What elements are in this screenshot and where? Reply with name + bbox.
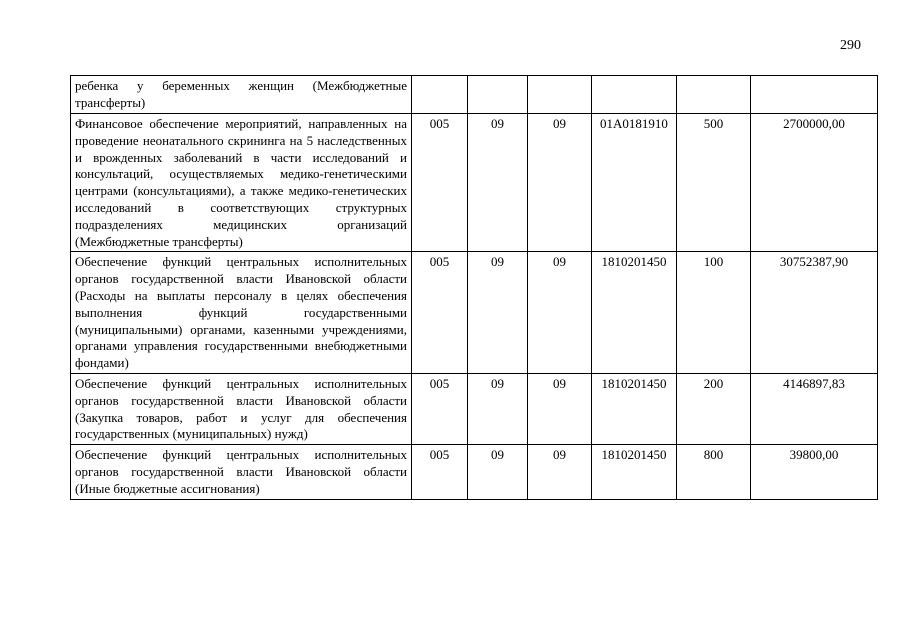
- section-code: 09: [468, 373, 528, 444]
- expense-type-code: 500: [677, 114, 751, 252]
- subsection-code: 09: [528, 252, 592, 374]
- subsection-code: 09: [528, 445, 592, 499]
- amount: 30752387,90: [751, 252, 878, 374]
- page-number: 290: [840, 38, 861, 53]
- section-code: [468, 76, 528, 114]
- target-article-code: 1810201450: [592, 252, 677, 374]
- expense-type-code: 100: [677, 252, 751, 374]
- section-code: 09: [468, 445, 528, 499]
- expense-type-code: 200: [677, 373, 751, 444]
- ministry-code: 005: [412, 252, 468, 374]
- section-code: 09: [468, 114, 528, 252]
- ministry-code: [412, 76, 468, 114]
- target-article-code: 01A0181910: [592, 114, 677, 252]
- row-description: ребенка у беременных женщин (Межбюджетные трансферты): [71, 76, 412, 114]
- table-row: [71, 252, 878, 374]
- row-description: Обеспечение функций центральных исполнительных органов государственной власти Ивановской области (Иные бюджетные ассигнования): [71, 445, 412, 499]
- table-row: [71, 76, 878, 114]
- ministry-code: 005: [412, 373, 468, 444]
- row-description: Финансовое обеспечение мероприятий, направленных на проведение неонатального скрининга на 5 наследственных и врожденных заболеваний в части исследований и консультаций, осуществляемых медико-генетическими центрами (консультациями), а также медико-генетических исследований в соответствующих структурных подразделениях медицинских организаций (Межбюджетные трансферты): [71, 114, 412, 252]
- subsection-code: 09: [528, 373, 592, 444]
- row-description: Обеспечение функций центральных исполнительных органов государственной власти Ивановской области (Закупка товаров, работ и услуг для обеспечения государственных (муниципальных) нужд): [71, 373, 412, 444]
- amount: 2700000,00: [751, 114, 878, 252]
- target-article-code: 1810201450: [592, 373, 677, 444]
- amount: 4146897,83: [751, 373, 878, 444]
- amount: [751, 76, 878, 114]
- subsection-code: 09: [528, 114, 592, 252]
- ministry-code: 005: [412, 114, 468, 252]
- expense-type-code: [677, 76, 751, 114]
- table-row: [71, 373, 878, 444]
- row-description: Обеспечение функций центральных исполнительных органов государственной власти Ивановской области (Расходы на выплаты персоналу в целях обеспечения выполнения функций государственными (муниципальными) органами, казенными учреждениями, органами управления государственными внебюджетными фондами): [71, 252, 412, 374]
- table-row: [71, 114, 878, 252]
- amount: 39800,00: [751, 445, 878, 499]
- section-code: 09: [468, 252, 528, 374]
- subsection-code: [528, 76, 592, 114]
- budget-table: [70, 75, 878, 500]
- table-row: [71, 445, 878, 499]
- expense-type-code: 800: [677, 445, 751, 499]
- target-article-code: [592, 76, 677, 114]
- target-article-code: 1810201450: [592, 445, 677, 499]
- ministry-code: 005: [412, 445, 468, 499]
